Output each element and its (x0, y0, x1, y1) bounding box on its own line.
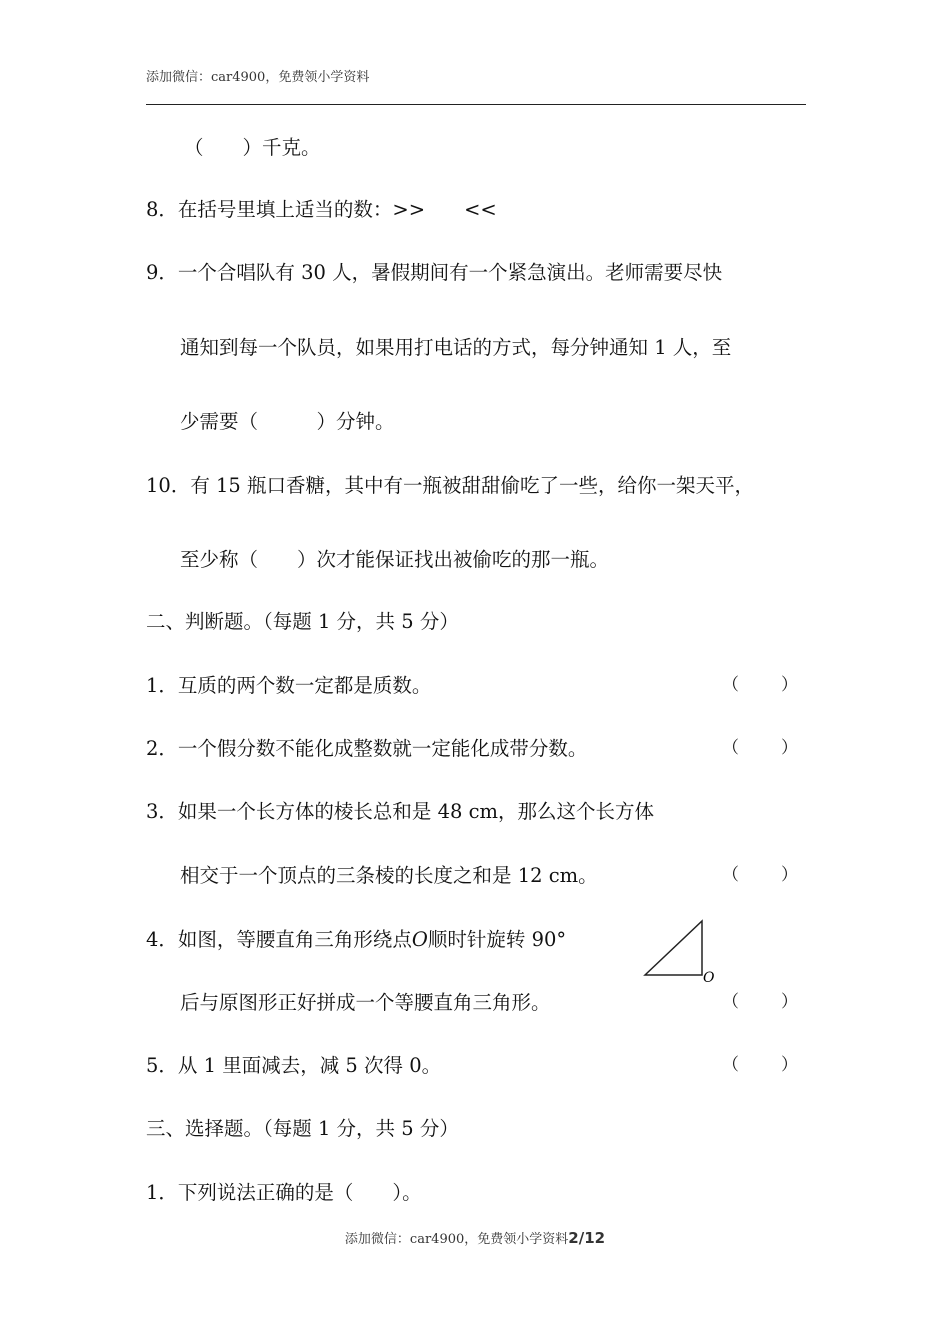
question-8: 8．在括号里填上适当的数：>> << (146, 198, 497, 221)
page-number: 2 (568, 1229, 579, 1247)
answer-paren: （ ） (722, 675, 798, 695)
page-total: 12 (584, 1229, 606, 1247)
question-9-line-3: 少需要（ ）分钟。 (180, 410, 395, 433)
section-3-heading: 三、选择题。（每题 1 分，共 5 分） (146, 1117, 459, 1140)
triangle-shape (645, 921, 702, 975)
q7-continuation: （ ）千克。 (184, 136, 321, 159)
judge-2: 2．一个假分数不能化成整数就一定能化成带分数。 (146, 737, 588, 760)
point-o-label: O (411, 928, 428, 951)
page-footer: 添加微信：car4900，免费领小学资料2/12 (344, 1229, 606, 1247)
isosceles-right-triangle-figure (640, 916, 720, 982)
judge-4-line-1: 4．如图，等腰直角三角形绕点O顺时针旋转 90° (146, 928, 567, 951)
answer-paren: （ ） (722, 992, 798, 1012)
question-10-line-2: 至少称（ ）次才能保证找出被偷吃的那一瓶。 (180, 548, 610, 571)
question-10-line-1: 10．有 15 瓶口香糖，其中有一瓶被甜甜偷吃了一些，给你一架天平， (146, 474, 755, 497)
answer-paren: （ ） (722, 738, 798, 758)
judge-5: 5．从 1 里面减去，减 5 次得 0。 (146, 1054, 442, 1077)
judge-3-line-1: 3．如果一个长方体的棱长总和是 48 cm，那么这个长方体 (146, 800, 655, 823)
section-2-heading: 二、判断题。（每题 1 分，共 5 分） (146, 610, 459, 633)
answer-paren: （ ） (722, 1055, 798, 1075)
question-9-line-2: 通知到每一个队员，如果用打电话的方式，每分钟通知 1 人，至 (180, 336, 732, 359)
answer-paren: （ ） (722, 865, 798, 885)
header-rule (146, 104, 806, 105)
judge-3-line-2: 相交于一个顶点的三条棱的长度之和是 12 cm。 (180, 864, 598, 887)
figure-point-o: O (703, 970, 715, 982)
judge-1: 1．互质的两个数一定都是质数。 (146, 674, 432, 697)
choice-1: 1．下列说法正确的是（ ）。 (146, 1181, 422, 1204)
judge-4-line-2: 后与原图形正好拼成一个等腰直角三角形。 (180, 991, 551, 1014)
page-header: 添加微信：car4900，免费领小学资料 (146, 70, 370, 85)
question-9-line-1: 9．一个合唱队有 30 人，暑假期间有一个紧急演出。老师需要尽快 (146, 261, 723, 284)
